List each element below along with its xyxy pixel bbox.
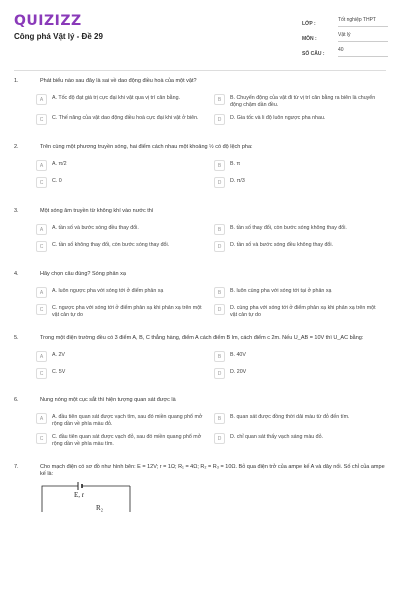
question-number: 3. — [14, 208, 19, 214]
question-number: 2. — [14, 144, 19, 150]
option-letter-box: C — [36, 177, 47, 188]
question-number: 5. — [14, 335, 19, 341]
answer-options — [36, 160, 382, 188]
header-divider — [14, 70, 386, 71]
option-letter-box: C — [36, 304, 47, 315]
answer-option-a[interactable] — [36, 160, 204, 171]
option-text: D. chỉ quan sát thấy vạch sáng màu đỏ. — [230, 434, 324, 440]
option-letter-box: A — [36, 287, 47, 298]
answer-options — [36, 287, 382, 318]
circuit-diagram — [38, 482, 134, 514]
option-text: C. ngược pha với sóng tới ở điểm phản xạ khi phản xạ trên một vật cản tự do — [52, 305, 202, 318]
answer-option-d[interactable] — [214, 114, 382, 125]
option-letter-box: B — [214, 287, 225, 298]
meta-label: MÔN : — [302, 36, 317, 42]
answer-option-c[interactable] — [36, 304, 204, 318]
answer-options — [36, 351, 382, 379]
option-text: A. đầu tiên quan sát được vạch tím, sau đó miền quang phổ mở rộng dần về phía màu đỏ. — [52, 414, 203, 427]
answer-option-c[interactable] — [36, 241, 204, 252]
answer-option-a[interactable] — [36, 94, 204, 108]
option-text: A. Tốc độ đạt giá trị cực đại khi vật qua vị trí cân bằng. — [52, 95, 180, 101]
answer-option-b[interactable] — [214, 413, 382, 427]
question-number: 7. — [14, 464, 19, 470]
option-text: D. tần số và bước sóng đều không thay đổi. — [230, 242, 334, 248]
question-3 — [14, 208, 386, 252]
answer-option-b[interactable] — [214, 287, 382, 298]
option-letter-box: C — [36, 368, 47, 379]
question-text: Phát biểu nào sau đây là sai về dao động điều hoà của một vật? — [40, 78, 197, 84]
option-text: A. luôn ngược pha với sóng tới ở điểm phản xạ — [52, 288, 164, 294]
option-letter-box: D — [214, 114, 225, 125]
answer-option-b[interactable] — [214, 94, 382, 108]
answer-option-d[interactable] — [214, 433, 382, 447]
option-letter-box: D — [214, 177, 225, 188]
quizizz-logo: QUIZIZZ — [14, 13, 82, 29]
question-header — [14, 208, 386, 215]
option-text: A. 2V — [52, 352, 65, 358]
option-text: B. π — [230, 161, 241, 167]
option-text: D. cùng pha với sóng tới ở điểm phản xạ khi phản xạ trên một vật cản tự do — [230, 305, 376, 318]
option-text: C. đầu tiên quan sát được vạch đỏ, sau đó miền quang phổ mở rộng dần về phía màu tím. — [52, 434, 202, 447]
option-text: B. luôn cùng pha với sóng tới tại ở phản xạ — [230, 288, 332, 294]
question-number: 1. — [14, 78, 19, 84]
option-letter-box: B — [214, 413, 225, 424]
quiz-header — [0, 0, 400, 68]
answer-option-d[interactable] — [214, 177, 382, 188]
option-text: B. 40V — [230, 352, 246, 358]
option-letter-box: C — [36, 433, 47, 444]
answer-option-c[interactable] — [36, 177, 204, 188]
meta-row-subject — [302, 29, 388, 42]
option-text: C. Thế năng của vật dao động điều hoà cực đại khi vật ở biên. — [52, 115, 199, 121]
answer-option-a[interactable] — [36, 287, 204, 298]
option-letter-box: A — [36, 351, 47, 362]
question-header — [14, 144, 386, 151]
answer-option-d[interactable] — [214, 241, 382, 252]
question-text: Hãy chọn câu đúng? Sóng phản xạ — [40, 271, 126, 277]
meta-label: SỐ CÂU : — [302, 51, 325, 57]
meta-row-count — [302, 44, 388, 57]
option-letter-box: D — [214, 433, 225, 444]
meta-label: LỚP : — [302, 21, 316, 27]
option-letter-box: D — [214, 368, 225, 379]
answer-option-a[interactable] — [36, 413, 204, 427]
option-letter-box: B — [214, 351, 225, 362]
meta-value: 40 — [338, 45, 388, 57]
answer-option-c[interactable] — [36, 114, 204, 125]
option-text: C. 5V — [52, 369, 66, 375]
option-letter-box: B — [214, 224, 225, 235]
question-5 — [14, 335, 386, 379]
question-4 — [14, 271, 386, 318]
option-text: C. 0 — [52, 178, 62, 184]
option-letter-box: A — [36, 224, 47, 235]
answer-option-b[interactable] — [214, 351, 382, 362]
answer-option-a[interactable] — [36, 224, 204, 235]
option-text: B. Chuyển động của vật đi từ vị trí cân bằng ra biên là chuyển động chậm dần đều. — [230, 95, 376, 108]
option-text: D. 20V — [230, 369, 247, 375]
answer-option-c[interactable] — [36, 368, 204, 379]
answer-options — [36, 224, 382, 252]
option-text: D. π/3 — [230, 178, 245, 184]
answer-option-b[interactable] — [214, 224, 382, 235]
page-title: Công phá Vật lý - Đề 29 — [14, 32, 103, 41]
answer-option-d[interactable] — [214, 304, 382, 318]
question-header — [14, 397, 386, 404]
question-1 — [14, 78, 386, 125]
option-letter-box: C — [36, 114, 47, 125]
answer-option-b[interactable] — [214, 160, 382, 171]
question-7 — [14, 464, 386, 514]
question-2 — [14, 144, 386, 188]
meta-value: Vật lý — [338, 30, 388, 42]
answer-option-c[interactable] — [36, 433, 204, 447]
source-label: E, r — [74, 491, 85, 499]
option-text: A. tần số và bước sóng đều thay đổi. — [52, 225, 139, 231]
question-text: Trên cùng một phương truyền sóng, hai điểm cách nhau một khoảng ½ có độ lệch pha: — [40, 144, 253, 150]
option-letter-box: C — [36, 241, 47, 252]
question-header — [14, 464, 386, 478]
answer-options — [36, 413, 382, 447]
option-letter-box: A — [36, 160, 47, 171]
question-number: 6. — [14, 397, 19, 403]
question-text: Nung nóng một cục sắt thì hiện tượng quan sát được là — [40, 397, 176, 403]
question-text: Trong một điện trường đều có 3 điểm A, B, C thẳng hàng, điểm A cách điểm B lm, cách điểm c 2m. Nếu U_AB = 10V thì U_AC bằng: — [40, 335, 364, 341]
meta-row-class — [302, 14, 388, 27]
option-text: B. quan sát được đồng thời dải màu từ đỏ đến tím. — [230, 414, 350, 420]
question-6 — [14, 397, 386, 447]
answer-option-a[interactable] — [36, 351, 204, 362]
question-header — [14, 335, 386, 342]
meta-panel — [302, 14, 388, 59]
option-text: A. π/2 — [52, 161, 67, 167]
question-list — [0, 78, 400, 514]
option-letter-box: D — [214, 241, 225, 252]
question-number: 4. — [14, 271, 19, 277]
option-text: D. Gia tốc và li độ luôn ngược pha nhau. — [230, 115, 326, 121]
option-letter-box: B — [214, 94, 225, 105]
option-letter-box: A — [36, 94, 47, 105]
question-text: Cho mạch điện có sơ đồ như hình bên: E = 12V; r = 1Ω; R₁ = 4Ω; R₂ = R₃ = 10Ω. Bỏ qua điện trở của ampe kế A và dây nối. Số chỉ của ampe kế là: — [40, 464, 385, 477]
question-header — [14, 78, 386, 85]
option-letter-box: D — [214, 304, 225, 315]
option-text: C. tần số không thay đổi, còn bước sóng thay đổi. — [52, 242, 170, 248]
question-text: Một sóng âm truyền từ không khí vào nước thì — [40, 208, 154, 214]
question-header — [14, 271, 386, 278]
circuit-wires — [38, 482, 134, 514]
answer-options — [36, 94, 382, 125]
option-letter-box: A — [36, 413, 47, 424]
answer-option-d[interactable] — [214, 368, 382, 379]
resistor-label: R₂ — [96, 504, 104, 512]
option-text: B. tần số thay đổi, còn bước sóng không thay đổi. — [230, 225, 347, 231]
option-letter-box: B — [214, 160, 225, 171]
meta-value: Tốt nghiệp THPT — [338, 15, 388, 27]
